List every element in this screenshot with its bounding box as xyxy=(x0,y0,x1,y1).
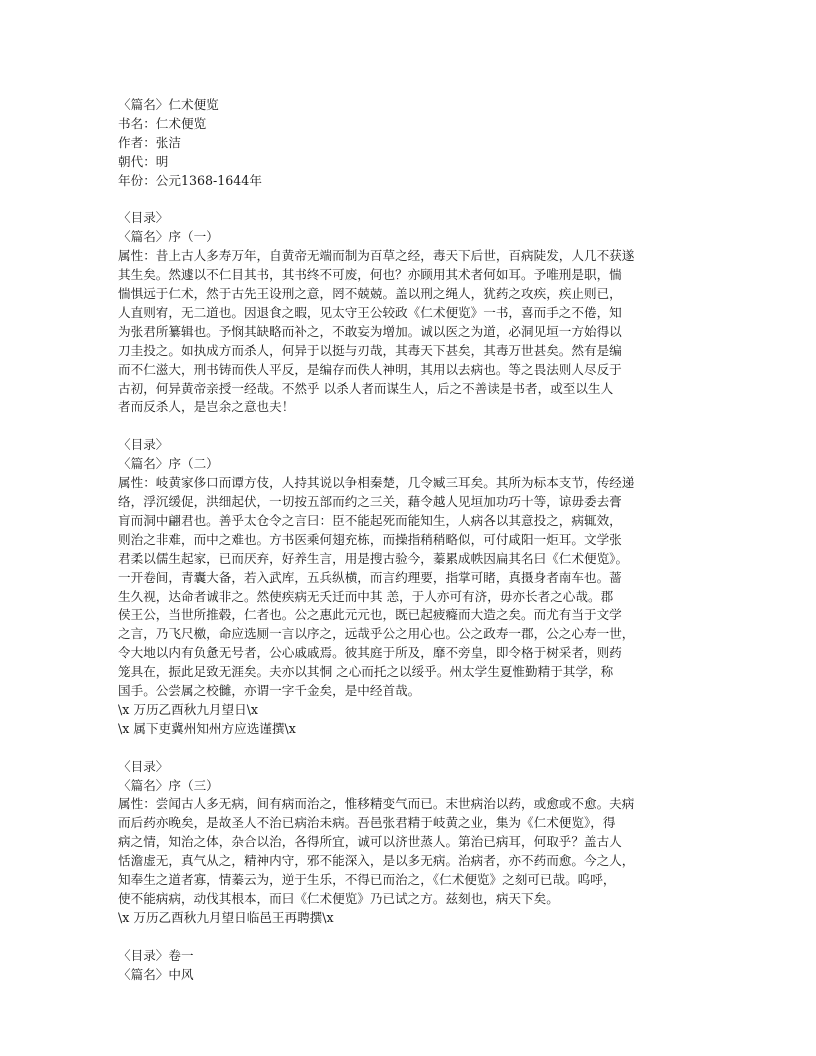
header-line: 朝代：明 xyxy=(118,153,169,169)
body-line: 病之情，知治之体，杂合以治，各得所宜，诚可以济世蒸人。第治已病耳，何取乎？盖古人 xyxy=(118,834,622,850)
body-line: 侯王公，当世所推毂，仁者也。公之惠此元元也，既已起疲癃而大造之矣。而尤有当于文学 xyxy=(118,607,622,623)
footer-block xyxy=(118,947,704,985)
header-line: 书名：仁术便览 xyxy=(118,115,207,131)
body-line: 刀圭投之。如执成方而杀人，何异于以挺与刃哉，其毒天下甚矣，其毒万世甚矣。然有是编 xyxy=(118,342,622,358)
section-title: 〈篇名〉序（三） xyxy=(118,777,219,793)
body-line: 君柔以儒生起家，已而厌弃，好养生言，用是搜古验今，蓁累成帙因扁其名曰《仁术便览》。 xyxy=(118,550,629,566)
body-line: 而不仁滋大，刑书铸而佚人平反，是编存而佚人神明，其用以去病也。等之畏法则人尽反于 xyxy=(118,361,622,377)
document-page xyxy=(118,96,704,1003)
body-line: 古初，何异黄帝亲授一经哉。不然乎 以杀人者而谋生人，后之不善读是书者，或至以生人 xyxy=(118,380,614,396)
body-line: 知奉生之道者寡，情蓁云为，逆于生乐，不得已而治之，《仁术便览》之刻可已哉。呜呼， xyxy=(118,872,616,888)
section-3 xyxy=(118,758,704,928)
body-line: 惴惧远于仁术，然于古先王设刑之意，罔不兢兢。盖以刑之绳人，犹药之攻疾，疾止则已， xyxy=(118,286,622,302)
body-line: 络，浮沉缓促，洪细起伏，一切按五部而约之三关，藉令越人见垣加功巧十等，谅毋委去膏 xyxy=(118,494,622,509)
body-line: 生久视，达命者诚非之。然使疾病无夭迁而中其 恙，于人亦可有济，毋亦长者之心哉。郡 xyxy=(118,588,614,604)
body-line: 人直则宥，无二道也。因退食之暇，见太守王公较政《仁术便览》一书，喜而手之不倦，知 xyxy=(118,304,622,320)
body-line: 恬澹虚无，真气从之，精神内守，邪不能深入，是以多无病。治病者，亦不药而愈。今之人， xyxy=(118,853,635,869)
body-line: 属性：昔上古人多寿万年，自黄帝无端而制为百草之经，毒天下后世，百病陡发，人几不获遂 xyxy=(118,248,635,264)
section-title: 〈篇名〉序（一） xyxy=(118,229,219,245)
signature-line: \x 属下吏冀州知州方应选谨撰\x xyxy=(118,720,296,736)
toc-label: 〈目录〉 xyxy=(118,210,169,226)
header-line: 作者：张洁 xyxy=(118,134,181,150)
header-line: 年份：公元1368-1644年 xyxy=(118,172,262,188)
header-line: 〈篇名〉仁术便览 xyxy=(118,97,219,112)
body-line: 为张君所纂辑也。予悯其缺略而补之，不敢妄为增加。诚以医之为道，必洞见垣一方始得以 xyxy=(118,323,622,339)
body-line: 其生矣。然遽以不仁目其书，其书终不可废，何也？亦顾用其术者何如耳。予唯刑是职，惴 xyxy=(118,267,622,283)
body-line: 笼具在，振此足致无涯矣。夫亦以其恫 之心而托之以绥乎。州太学生夏惟勤精于其学，称 xyxy=(118,664,614,680)
footer-toc: 〈目录〉卷一 xyxy=(118,947,194,963)
toc-label: 〈目录〉 xyxy=(118,758,169,774)
footer-title: 〈篇名〉中风 xyxy=(118,966,194,982)
toc-label: 〈目录〉 xyxy=(118,437,169,453)
body-line: 肓而洞中翩君也。善乎太仓令之言曰：臣不能起死而能知生，人病各以其意投之，病辄效， xyxy=(118,512,622,528)
body-line: 而后药亦晚矣，是故圣人不治已病治未病。吾邑张君精于岐黄之业，集为《仁术便览》，得 xyxy=(118,815,616,831)
signature-line: \x 万历乙酉秋九月望日临邑王再聘撰\x xyxy=(118,909,334,925)
body-line: 国手。公尝属之校雠，亦谓一字千金矣，是中经首哉。 xyxy=(118,683,421,699)
header-block xyxy=(118,96,704,191)
body-line: 属性：尝闻古人多无病，间有病而治之，惟移精变气而已。末世病治以药，或愈或不愈。夫病 xyxy=(118,796,635,812)
body-line: 属性：岐黄家侈口而谭方伎，人持其说以争相秦楚，几令臧三耳矣。其所为标本支节，传经递 xyxy=(118,475,635,491)
body-line: 一开卷间，青囊大备，若入武库，五兵纵横，而言约理要，指掌可睹，真摄身者南车也。蔷 xyxy=(118,569,622,585)
body-line: 令大地以内有负惫无号者，公心戚戚焉。彼其庭于所及，靡不旁皇，即令格于树采者，则药 xyxy=(118,645,622,661)
section-title: 〈篇名〉序（二） xyxy=(118,456,219,472)
body-line: 使不能病病，动伐其根本，而曰《仁术便览》乃已试之方。兹刻也，病天下矣。 xyxy=(118,891,559,907)
signature-line: \x 万历乙酉秋九月望日\x xyxy=(118,701,259,717)
section-2 xyxy=(118,436,704,739)
body-line: 之言，乃飞尺檄，命应选厕一言以序之，远哉乎公之用心也。公之政寿一郡，公之心寿一世， xyxy=(118,626,635,642)
body-line: 者而反杀人，是岂余之意也夫！ xyxy=(118,399,295,415)
section-1 xyxy=(118,209,704,417)
body-line: 则治之非难，而中之难也。方书医乘何翅充栋，而操指稍稍略似，可付咸阳一炬耳。文学张 xyxy=(118,531,622,547)
